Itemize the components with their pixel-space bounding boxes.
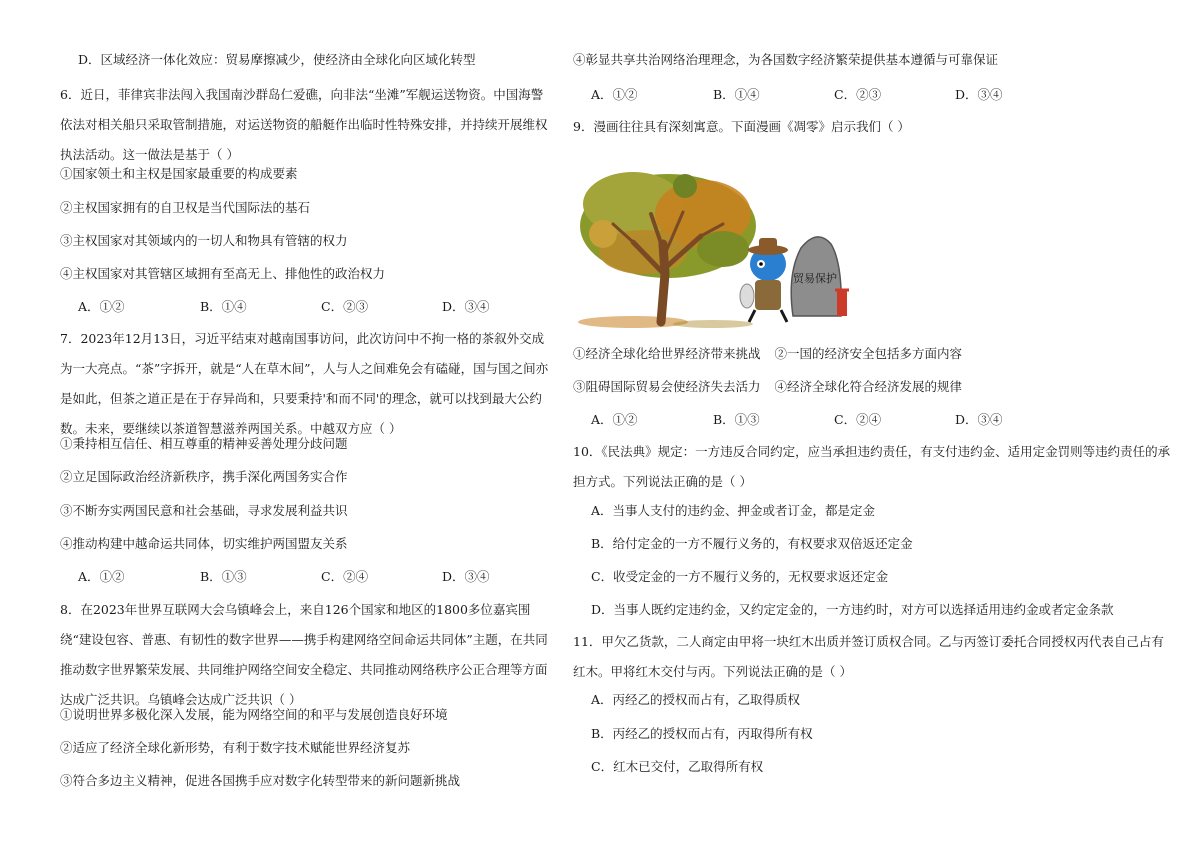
- q8-option-d[interactable]: D．③④: [955, 87, 1003, 102]
- q8-item-4: ④彰显共享共治网络治理理念，为各国数字经济繁荣提供基本遵循与可靠保证: [573, 52, 999, 67]
- q7-option-b[interactable]: B．①③: [200, 569, 247, 584]
- q7-stem: 7．2023年12月13日，习近平结束对越南国事访问，此次访问中不拘一格的茶叙外交成为一大亮点。“茶”字拆开，就是“人在草木间”，人与人之间难免会有磕碰，国与国之间亦是如此，但茶之道正是在于存异尚和，只要秉持'和而不同'的理念，就可以找到最大公约数。未来，要继续以茶道智慧滋养两国关系。中越双方应（ ）: [60, 331, 549, 436]
- q6-option-b[interactable]: B．①④: [200, 299, 247, 314]
- q11-option-a[interactable]: A．丙经乙的授权而占有，乙取得质权: [591, 692, 801, 707]
- trade-protection-stone: [791, 237, 849, 316]
- q9-option-d[interactable]: D．③④: [955, 412, 1003, 427]
- q11-option-b[interactable]: B．丙经乙的授权而占有，丙取得所有权: [591, 726, 813, 741]
- q8-options: [591, 87, 1003, 103]
- q10-option-d[interactable]: D．当事人既约定违约金，又约定定金的，一方违约时，对方可以选择适用违约金或者定金条款: [591, 602, 1114, 617]
- q10-stem: 10．《民法典》规定：一方违反合同约定，应当承担违约责任，有支付违约金、适用定金罚则等违约责任的承担方式。下列说法正确的是（ ）: [573, 444, 1171, 489]
- q9-stem: 9．漫画往往具有深刻寓意。下面漫画《凋零》启示我们（ ）: [573, 119, 910, 134]
- q8-option-c[interactable]: C．②③: [834, 87, 882, 102]
- q5-option-d: D．区域经济一体化效应：贸易摩擦减少，使经济由全球化向区域化转型: [78, 52, 476, 67]
- q8-stem: 8．在2023年世界互联网大会乌镇峰会上，来自126个国家和地区的1800多位嘉宾围绕“建设包容、普惠、有韧性的数字世界——携手构建网络空间命运共同体”主题，在共同推动数字世界繁荣发展、共同维护网络空间安全稳定、共同推动网络秩序公正合理等方面达成广泛共识。乌镇峰会达成广泛共识（ ）: [60, 602, 548, 707]
- q6-option-d[interactable]: D．③④: [442, 299, 490, 314]
- q6-item-4: ④主权国家对其管辖区域拥有至高无上、排他性的政治权力: [60, 266, 386, 281]
- q8-item-3: ③符合多边主义精神，促进各国携手应对数字化转型带来的新问题新挑战: [60, 773, 461, 788]
- q11-stem: 11．甲欠乙货款，二人商定由甲将一块红木出质并签订质权合同。乙与丙签订委托合同授权丙代表自己占有红木。甲将红木交付与丙。下列说法正确的是（ ）: [573, 634, 1164, 679]
- q7-item-4: ④推动构建中越命运共同体，切实维护两国盟友关系: [60, 536, 348, 551]
- q7-item-2: ②立足国际政治经济新秩序，携手深化两国务实合作: [60, 469, 348, 484]
- q10-option-b[interactable]: B．给付定金的一方不履行义务的，有权要求双倍返还定金: [591, 536, 913, 551]
- q6-option-a[interactable]: A．①②: [78, 299, 125, 314]
- q7-options: [78, 569, 490, 585]
- stone-sign-text: 贸易保护: [793, 272, 837, 285]
- q9-option-a[interactable]: A．①②: [591, 412, 638, 427]
- q9-item-1: ①经济全球化给世界经济带来挑战: [573, 346, 761, 361]
- q7-option-d[interactable]: D．③④: [442, 569, 490, 584]
- q10-option-a[interactable]: A．当事人支付的违约金、押金或者订金，都是定金: [591, 503, 876, 518]
- q9-item-3: ③阻碍国际贸易会使经济失去活力: [573, 379, 761, 394]
- comic-withering-illustration: [573, 164, 855, 330]
- q7-option-c[interactable]: C．②④: [321, 569, 369, 584]
- q6-stem: 6．近日，菲律宾非法闯入我国南沙群岛仁爱礁，向非法“坐滩”军舰运送物资。中国海警依法对相关船只采取管制措施，对运送物资的船艇作出临时性特殊安排，并持续开展维权执法活动。这一做法是基于（ ）: [60, 87, 548, 162]
- q6-item-2: ②主权国家拥有的自卫权是当代国际法的基石: [60, 200, 311, 215]
- q9-option-c[interactable]: C．②④: [834, 412, 882, 427]
- q8-option-b[interactable]: B．①④: [713, 87, 760, 102]
- q9-options: [591, 412, 1003, 428]
- q7-item-3: ③不断夯实两国民意和社会基础，寻求发展利益共识: [60, 503, 348, 518]
- q9-option-b[interactable]: B．①③: [713, 412, 760, 427]
- q10-option-c[interactable]: C．收受定金的一方不履行义务的，无权要求返还定金: [591, 569, 889, 584]
- q8-item-1: ①说明世界多极化深入发展，能为网络空间的和平与发展创造良好环境: [60, 707, 448, 722]
- q8-item-2: ②适应了经济全球化新形势，有利于数字技术赋能世界经济复苏: [60, 740, 411, 755]
- q6-item-1: ①国家领土和主权是国家最重要的构成要素: [60, 166, 298, 181]
- q6-options: [78, 299, 490, 315]
- q7-item-1: ①秉持相互信任、相互尊重的精神妥善处理分歧问题: [60, 436, 348, 451]
- q6-item-3: ③主权国家对其领域内的一切人和物具有管辖的权力: [60, 233, 348, 248]
- q6-option-c[interactable]: C．②③: [321, 299, 369, 314]
- q9-item-4: ④经济全球化符合经济发展的规律: [774, 379, 963, 394]
- q9-items-row2: [573, 379, 962, 395]
- q11-option-c[interactable]: C．红木已交付，乙取得所有权: [591, 759, 764, 774]
- q7-option-a[interactable]: A．①②: [78, 569, 125, 584]
- q8-option-a[interactable]: A．①②: [591, 87, 638, 102]
- q9-item-2: ②一国的经济安全包括多方面内容: [774, 346, 963, 361]
- q9-items-row1: [573, 346, 962, 362]
